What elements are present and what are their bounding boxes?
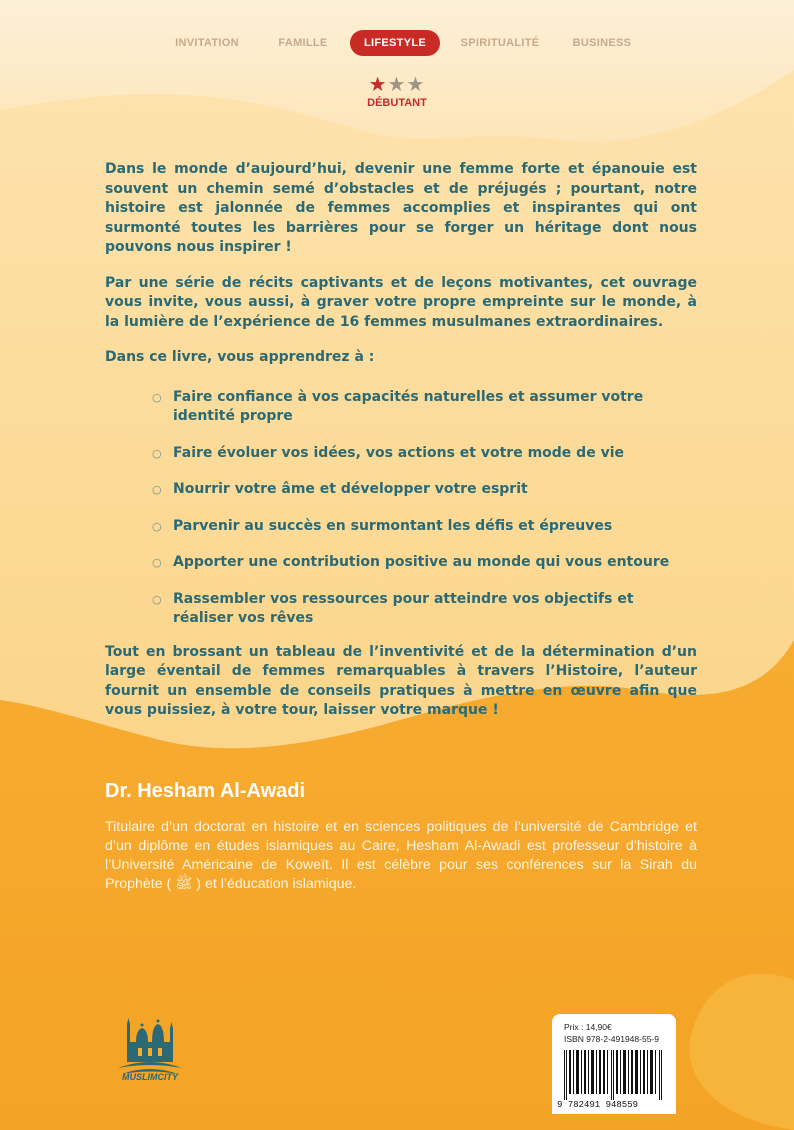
barcode-icon <box>560 1050 668 1100</box>
barcode-digits: 9 782491 948559 <box>557 1100 639 1110</box>
bullet-icon: ○ <box>152 556 162 569</box>
learning-list <box>105 388 697 629</box>
difficulty-label: DÉBUTANT <box>367 97 427 109</box>
star-filled-icon: ★ <box>368 72 388 96</box>
author-name: Dr. Hesham Al-Awadi <box>105 780 306 802</box>
tab-invitation[interactable]: INVITATION <box>175 37 239 49</box>
bullet-icon: ○ <box>152 446 162 460</box>
price-text: Prix : 14,90€ <box>564 1022 612 1032</box>
bullet-icon: ○ <box>152 483 162 496</box>
publisher-name: MUSLIMCITY <box>122 1072 178 1082</box>
tab-famille[interactable]: FAMILLE <box>278 37 328 49</box>
tab-business[interactable]: BUSINESS <box>572 37 632 49</box>
bullet-icon: ○ <box>152 390 162 404</box>
closing-paragraph: Tout en brossant un tableau de l’inventivité et de la détermination d’un large éventail de femmes remarquables à travers l’Histoire, l’auteur fournit un ensemble de conseils pratiques à mettre en œuvre afin que vous puissiez, à votre tour, laisser votre marque ! <box>105 643 697 718</box>
tab-lifestyle[interactable]: LIFESTYLE <box>350 30 440 56</box>
list-item: ○ Faire évoluer vos idées, vos actions et votre mode de vie <box>105 444 697 464</box>
list-item: ○ Rassembler vos ressources pour atteindre vos objectifs et réaliser vos rêves <box>152 590 634 626</box>
second-paragraph: Par une série de récits captivants et de leçons motivantes, cet ouvrage vous invite, vous aussi, à graver votre propre empreinte sur le monde, à la lumière de l’expérience de 16 femmes musulmanes extraordinaires. <box>105 274 697 330</box>
author-bio: Titulaire d’un doctorat en histoire et en sciences politiques de l’université de Cambridge et d’un diplôme en études islamiques au Caire, Hesham Al-Awadi est professeur d’histoire à l’Université Américaine de Koweït. Il est célèbre pour ses conférences sur la Sirah du Prophète ( ﷺ ) et l’éducation islamique. <box>105 819 697 892</box>
list-item: ○ Faire confiance à vos capacités naturelles et assumer votre identité propre <box>152 388 644 424</box>
star-empty-icon: ★ <box>406 72 426 96</box>
category-nav <box>0 30 794 56</box>
isbn-label <box>552 1014 676 1114</box>
bullet-icon: ○ <box>152 592 162 606</box>
intro-paragraph: Dans le monde d’aujourd’hui, devenir une femme forte et épanouie est souvent un chemin semé d’obstacles et de préjugés ; pourtant, notre histoire est jalonnée de femmes accomplies et inspirantes qui ont surmonté toutes les barrières pour se forger un héritage dont nous pouvons nous inspirer ! <box>105 161 697 255</box>
book-description <box>105 160 697 737</box>
difficulty-level <box>0 74 794 109</box>
list-item: ○ Parvenir au succès en surmontant les défis et épreuves <box>105 517 697 537</box>
difficulty-stars <box>0 74 794 94</box>
tab-spiritualite[interactable]: SPIRITUALITÉ <box>460 37 540 49</box>
list-intro: Dans ce livre, vous apprendrez à : <box>105 349 375 365</box>
list-item: ○ Apporter une contribution positive au monde qui vous entoure <box>105 553 697 573</box>
list-item: ○ Nourrir votre âme et développer votre esprit <box>105 480 697 500</box>
star-empty-icon: ★ <box>387 72 407 96</box>
isbn-text: ISBN 978-2-491948-55-9 <box>564 1034 659 1044</box>
bullet-icon: ○ <box>152 519 162 533</box>
